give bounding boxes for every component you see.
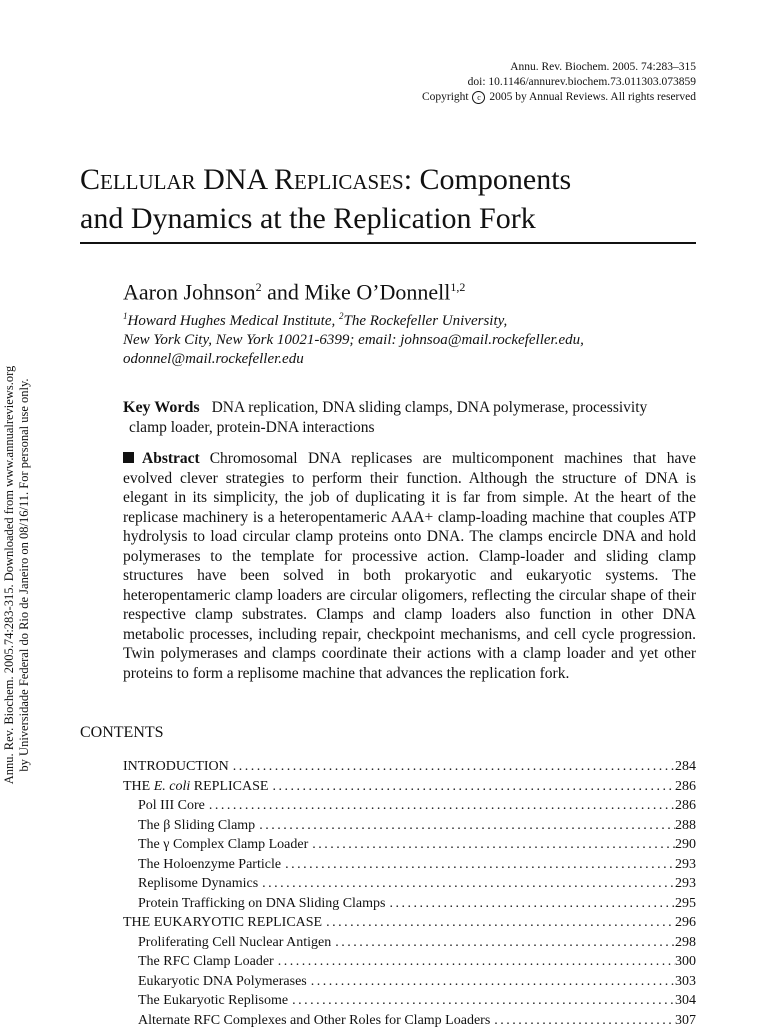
toc-entry[interactable]: THE EUKARYOTIC REPLICASE ..... 296 <box>123 913 696 933</box>
copyright-icon: c <box>472 91 485 104</box>
title-smallcaps: Cellular DNA Replicases: <box>80 163 412 196</box>
author-names: Aaron Johnson$^2$ and Mike O’Donnell$^{1,2}$ <box>123 272 703 307</box>
download-notice-line2: by Universidade Federal do Rio de Janeiro on 08/16/11. For personal use only. <box>17 335 32 815</box>
abstract-section <box>123 449 696 683</box>
journal-citation: Annu. Rev. Biochem. 2005. 74:283–315 <box>422 60 696 75</box>
toc-entry[interactable]: The β Sliding Clamp ..... 288 <box>123 816 696 836</box>
title-line-1 <box>80 160 696 199</box>
abstract-text: Chromosomal DNA replicases are multicomponent machines that have evolved clever strategies to perform their function. Although the structure of DNA is elegant in its simplicity, the job of duplicating it is far from simple. At the heart of the replicase machinery is a heteropentameric AAA+ clamp-loading machine that couples ATP hydrolysis to load circular clamp proteins onto DNA. The clamps encircle DNA and hold polymerases to the template for processive action. Clamp-loader and sliding clamp structures have been solved in both prokaryotic and eukaryotic systems. The heteropentameric clamp loaders are circular oligomers, reflecting the circular shape of their respective clamp substrates. Clamps and clamp loaders also function in other DNA metabolic processes, including repair, checkpoint mechanisms, and cell cycle progression. Twin polymerases and clamps coordinate their actions with a clamp loader and yet other proteins to form a replisome machine that advances the replication fork. <box>123 450 696 682</box>
journal-info <box>422 60 696 105</box>
keywords-label: Key Words <box>123 399 200 416</box>
toc-entry[interactable]: The RFC Clamp Loader ..... 300 <box>123 952 696 972</box>
abstract-label: Abstract <box>142 450 200 467</box>
affiliation-line-2: New York City, New York 10021-6399; email: johnsoa@mail.rockefeller.edu, <box>123 331 703 350</box>
toc-entry[interactable]: Pol III Core ..... 286 <box>123 796 696 816</box>
journal-copyright: Copyright c 2005 by Annual Reviews. All rights reserved <box>422 90 696 105</box>
title-line-2: and Dynamics at the Replication Fork <box>80 199 696 238</box>
toc-entry[interactable]: Protein Trafficking on DNA Sliding Clamps ..... 295 <box>123 894 696 914</box>
affiliation-line-1: $^1$Howard Hughes Medical Institute, $^2$The Rockefeller University, <box>123 307 703 331</box>
toc-entry[interactable]: The Holoenzyme Particle ..... 293 <box>123 855 696 875</box>
keywords-line2: clamp loader, protein-DNA interactions <box>123 418 696 438</box>
keywords-line1: DNA replication, DNA sliding clamps, DNA polymerase, processivity <box>212 399 648 416</box>
table-of-contents <box>123 757 696 1030</box>
toc-entry[interactable]: Alternate RFC Complexes and Other Roles for Clamp Loaders ..... 307 <box>123 1011 696 1030</box>
toc-entry[interactable]: Eukaryotic DNA Polymerases ..... 303 <box>123 972 696 992</box>
toc-entry[interactable]: The γ Complex Clamp Loader ..... 290 <box>123 835 696 855</box>
download-notice-line1: Annu. Rev. Biochem. 2005.74:283-315. Downloaded from www.annualreviews.org <box>2 335 17 815</box>
affiliation-line-3: odonnel@mail.rockefeller.edu <box>123 350 703 369</box>
toc-entry[interactable]: INTRODUCTION ..... 284 <box>123 757 696 777</box>
toc-entry[interactable]: The Eukaryotic Replisome ..... 304 <box>123 991 696 1011</box>
contents-heading: CONTENTS <box>80 724 164 742</box>
square-bullet-icon <box>123 452 134 463</box>
download-notice <box>2 335 32 815</box>
toc-entry[interactable]: THE E. coli REPLICASE ..... 286 <box>123 777 696 797</box>
keywords-section <box>123 398 696 438</box>
paper-title <box>80 160 696 244</box>
toc-entry[interactable]: Proliferating Cell Nuclear Antigen ..... 298 <box>123 933 696 953</box>
author-block <box>123 272 703 369</box>
title-rest: Components <box>412 163 571 196</box>
toc-entry[interactable]: Replisome Dynamics ..... 293 <box>123 874 696 894</box>
journal-doi: doi: 10.1146/annurev.biochem.73.011303.073859 <box>422 75 696 90</box>
